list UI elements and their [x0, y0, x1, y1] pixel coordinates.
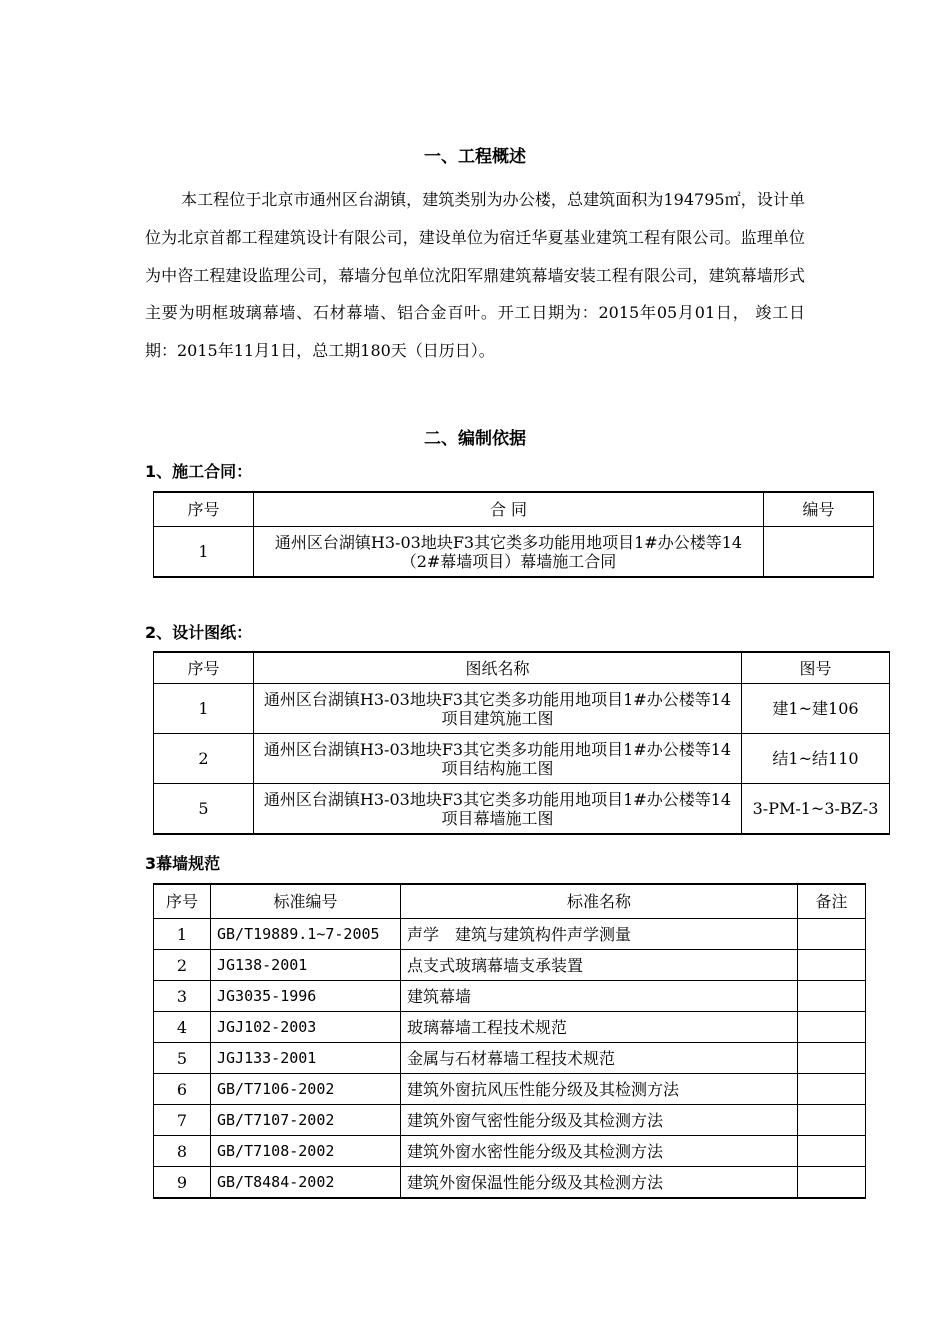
table-cell: 通州区台湖镇H3-03地块F3其它类多功能用地项目1#办公楼等14项目建筑施工图 [254, 684, 742, 734]
table-cell: 2 [154, 734, 254, 784]
table-row [154, 784, 890, 835]
header-cell: 标准名称 [401, 884, 798, 919]
table-cell: 建1~建106 [742, 684, 890, 734]
table-cell: JGJ102-2003 [211, 1012, 401, 1043]
table-cell: 建筑外窗抗风压性能分级及其检测方法 [401, 1074, 798, 1105]
table-row [154, 1167, 866, 1199]
section1-heading: 一、工程概述 [424, 147, 526, 167]
header-cell: 备注 [798, 884, 866, 919]
table-cell: GB/T8484-2002 [211, 1167, 401, 1199]
table-header-row [154, 652, 890, 684]
table-row [154, 1074, 866, 1105]
header-cell: 图纸名称 [254, 652, 742, 684]
table-cell: 建筑外窗气密性能分级及其检测方法 [401, 1105, 798, 1136]
table-cell: 4 [154, 1012, 211, 1043]
table-cell: GB/T7108-2002 [211, 1136, 401, 1167]
table-cell [798, 1167, 866, 1199]
table-cell: GB/T7107-2002 [211, 1105, 401, 1136]
table-cell [764, 527, 874, 578]
table-row [154, 1105, 866, 1136]
header-cell: 标准编号 [211, 884, 401, 919]
table-cell: JG138-2001 [211, 950, 401, 981]
section2-heading: 二、编制依据 [424, 429, 526, 449]
table-cell [798, 981, 866, 1012]
table-cell: 5 [154, 1043, 211, 1074]
table-row [154, 1043, 866, 1074]
table-cell: 1 [154, 684, 254, 734]
table-cell: 通州区台湖镇H3-03地块F3其它类多功能用地项目1#办公楼等14（2#幕墙项目）幕墙施工合同 [254, 527, 764, 578]
table-cell [798, 1012, 866, 1043]
table-cell: 8 [154, 1136, 211, 1167]
table-row [154, 981, 866, 1012]
contract-table [153, 491, 874, 578]
table-header-row [154, 492, 874, 527]
table-cell: GB/T19889.1~7-2005 [211, 919, 401, 950]
table-row [154, 950, 866, 981]
table-row [154, 684, 890, 734]
table-cell: 结1~结110 [742, 734, 890, 784]
header-cell: 合 同 [254, 492, 764, 527]
table-cell: 通州区台湖镇H3-03地块F3其它类多功能用地项目1#办公楼等14项目结构施工图 [254, 734, 742, 784]
table-cell: 3 [154, 981, 211, 1012]
table-cell: 金属与石材幕墙工程技术规范 [401, 1043, 798, 1074]
table-cell [798, 1105, 866, 1136]
drawings-section-title: 2、设计图纸： [145, 623, 253, 642]
table-cell: JGJ133-2001 [211, 1043, 401, 1074]
table-cell: 2 [154, 950, 211, 981]
table-cell: 点支式玻璃幕墙支承装置 [401, 950, 798, 981]
table-row [154, 527, 874, 578]
table-cell [798, 1043, 866, 1074]
table-cell: 7 [154, 1105, 211, 1136]
project-overview-paragraph: 本工程位于北京市通州区台湖镇，建筑类别为办公楼，总建筑面积为194795㎡，设计单位为北京首都工程建筑设计有限公司，建设单位为宿迁华夏基业建筑工程有限公司。监理单位为中咨工程建设监理公司，幕墙分包单位沈阳军鼎建筑幕墙安装工程有限公司，建筑幕墙形式主要为明框玻璃幕墙、石材幕墙、铝合金百叶。开工日期为：2015年05月01日， 竣工日期：2015年11月1日，总工期180天（日历日）。 [145, 190, 805, 361]
table-row [154, 919, 866, 950]
standards-table [153, 883, 866, 1199]
table-cell: 玻璃幕墙工程技术规范 [401, 1012, 798, 1043]
table-cell [798, 950, 866, 981]
table-cell: 建筑外窗水密性能分级及其检测方法 [401, 1136, 798, 1167]
table-cell: 6 [154, 1074, 211, 1105]
header-cell: 序号 [154, 492, 254, 527]
header-cell: 序号 [154, 884, 211, 919]
standards-section-title: 3幕墙规范 [145, 854, 221, 873]
table-cell: 3-PM-1~3-BZ-3 [742, 784, 890, 835]
table-cell [798, 1074, 866, 1105]
table-cell: JG3035-1996 [211, 981, 401, 1012]
table-cell: 9 [154, 1167, 211, 1199]
header-cell: 编号 [764, 492, 874, 527]
table-row [154, 1136, 866, 1167]
table-cell [798, 919, 866, 950]
header-cell: 图号 [742, 652, 890, 684]
table-cell: 5 [154, 784, 254, 835]
table-cell [798, 1136, 866, 1167]
table-row [154, 734, 890, 784]
table-cell: 建筑幕墙 [401, 981, 798, 1012]
table-row [154, 1012, 866, 1043]
table-header-row [154, 884, 866, 919]
drawings-table [153, 651, 890, 835]
table-cell: 1 [154, 527, 254, 578]
contract-section-title: 1、施工合同： [145, 462, 253, 481]
table-cell: 通州区台湖镇H3-03地块F3其它类多功能用地项目1#办公楼等14项目幕墙施工图 [254, 784, 742, 835]
table-cell: 声学 建筑与建筑构件声学测量 [401, 919, 798, 950]
header-cell: 序号 [154, 652, 254, 684]
table-cell: 1 [154, 919, 211, 950]
table-cell: 建筑外窗保温性能分级及其检测方法 [401, 1167, 798, 1199]
table-cell: GB/T7106-2002 [211, 1074, 401, 1105]
